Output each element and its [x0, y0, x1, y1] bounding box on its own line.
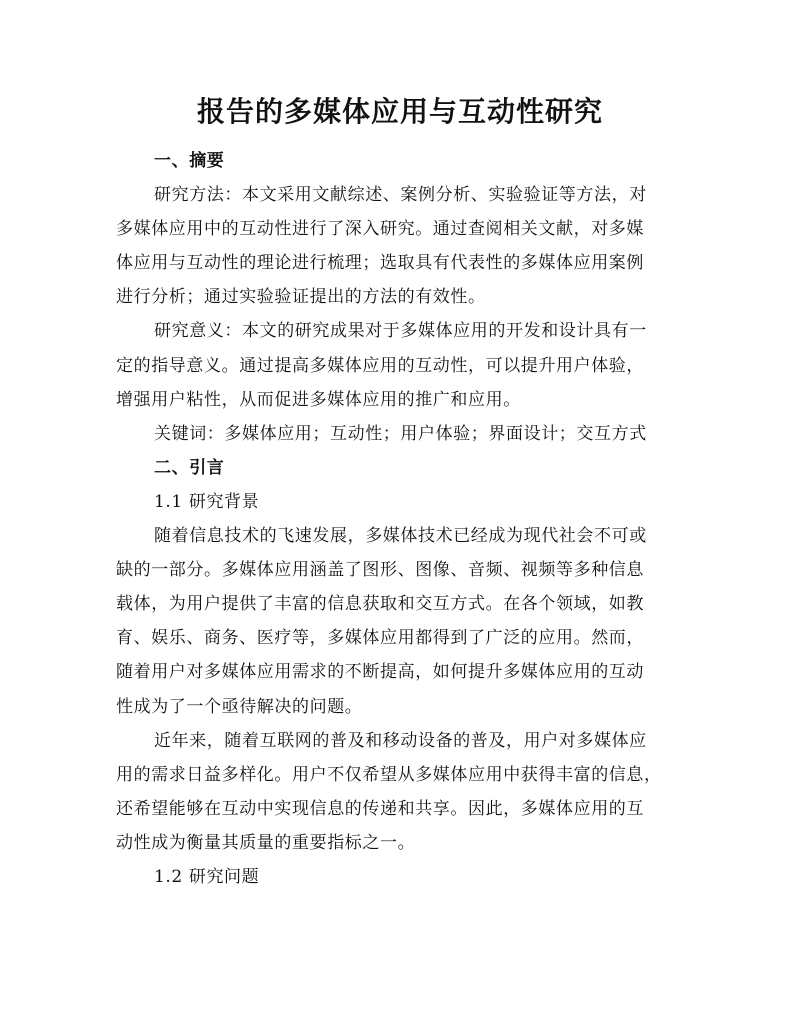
text-line: 随着用户对多媒体应用需求的不断提高，如何提升多媒体应用的互动 [116, 662, 644, 683]
text-line: 缺的一部分。多媒体应用涵盖了图形、图像、音频、视频等多种信息 [116, 560, 644, 581]
text-line: 随着信息技术的飞速发展，多媒体技术已经成为现代社会不可或 [154, 526, 647, 547]
text-line: 近年来，随着互联网的普及和移动设备的普及，用户对多媒体应 [154, 730, 647, 751]
text-line: 体应用与互动性的理论进行梳理；选取具有代表性的多媒体应用案例 [116, 253, 644, 274]
text-line: 动性成为衡量其质量的重要指标之一。 [116, 832, 416, 853]
text-line: 用的需求日益多样化。用户不仅希望从多媒体应用中获得丰富的信息， [116, 764, 662, 785]
text-line: 1.1 研究背景 [154, 491, 260, 512]
section-heading: 二、引言 [154, 457, 225, 478]
text-line: 还希望能够在互动中实现信息的传递和共享。因此，多媒体应用的互 [116, 798, 644, 819]
text-line: 关键词：多媒体应用；互动性；用户体验；界面设计；交互方式 [154, 423, 647, 444]
text-line: 性成为了一个亟待解决的问题。 [116, 696, 363, 717]
text-line: 1.2 研究问题 [154, 866, 260, 887]
document-title: 报告的多媒体应用与互动性研究 [196, 95, 603, 128]
text-line: 研究方法：本文采用文献综述、案例分析、实验验证等方法，对 [154, 185, 647, 206]
text-line: 增强用户粘性，从而促进多媒体应用的推广和应用。 [116, 389, 521, 410]
text-line: 载体，为用户提供了丰富的信息获取和交互方式。在各个领域，如教 [116, 594, 644, 615]
document-body [116, 144, 682, 894]
text-line: 育、娱乐、商务、医疗等，多媒体应用都得到了广泛的应用。然而， [116, 628, 644, 649]
text-line: 研究意义：本文的研究成果对于多媒体应用的开发和设计具有一 [154, 321, 647, 342]
text-line: 多媒体应用中的互动性进行了深入研究。通过查阅相关文献，对多媒 [116, 219, 644, 240]
text-line: 定的指导意义。通过提高多媒体应用的互动性，可以提升用户体验， [116, 355, 644, 376]
text-line: 进行分析；通过实验验证提出的方法的有效性。 [116, 287, 486, 308]
section-heading: 一、摘要 [154, 151, 225, 171]
